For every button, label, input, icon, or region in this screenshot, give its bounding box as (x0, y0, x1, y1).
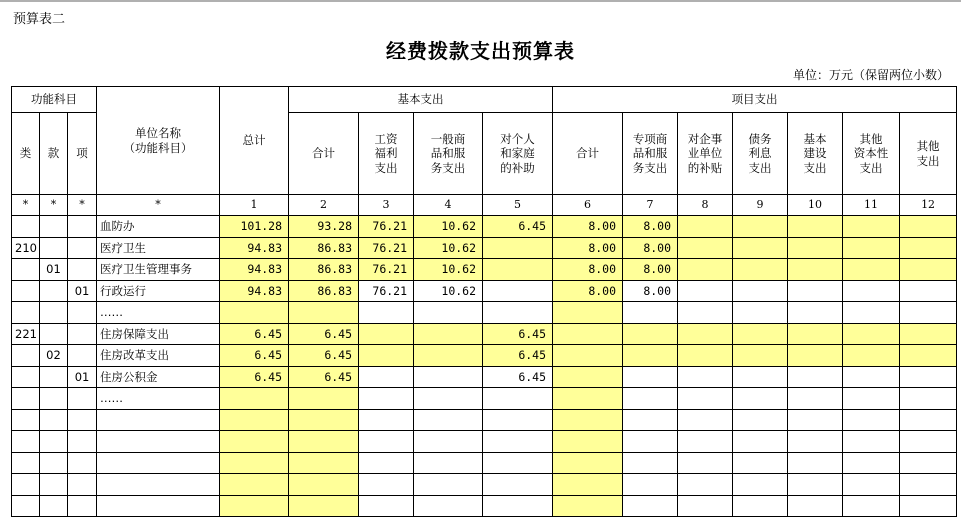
cell-salary (359, 302, 414, 324)
header-project-total: 合计 (553, 113, 623, 195)
cell-lei: 221 (12, 323, 40, 345)
cell-unit-name (97, 409, 220, 431)
cell-basic-total: 93.28 (289, 216, 359, 238)
table-row (12, 474, 957, 496)
cell-xiang (68, 452, 97, 474)
cell-debt (733, 216, 788, 238)
cell-salary (359, 409, 414, 431)
cell-other (900, 474, 957, 496)
cell-special-goods: 8.00 (623, 216, 678, 238)
cell-basic-total (289, 302, 359, 324)
cell-special-goods (623, 366, 678, 388)
cell-other-capital (843, 495, 900, 517)
cell-enterprise (678, 216, 733, 238)
cell-salary: 76.21 (359, 237, 414, 259)
cell-unit-name: 住房保障支出 (97, 323, 220, 345)
cell-construction (788, 474, 843, 496)
index-cell-kuan: * (40, 195, 68, 216)
cell-debt (733, 495, 788, 517)
cell-construction (788, 388, 843, 410)
cell-total: 94.83 (220, 237, 289, 259)
cell-lei (12, 474, 40, 496)
cell-other-capital (843, 345, 900, 367)
header-personal: 对个人 和家庭 的补助 (483, 113, 553, 195)
cell-project-total (553, 495, 623, 517)
cell-other (900, 495, 957, 517)
index-cell-personal: 5 (483, 195, 553, 216)
index-cell-construction: 10 (788, 195, 843, 216)
cell-special-goods: 8.00 (623, 259, 678, 281)
index-cell-special-goods: 7 (623, 195, 678, 216)
unit-note: 单位：万元（保留两位小数） (792, 68, 949, 82)
cell-other (900, 388, 957, 410)
cell-other (900, 409, 957, 431)
cell-basic-total: 86.83 (289, 259, 359, 281)
cell-debt (733, 323, 788, 345)
cell-xiang (68, 259, 97, 281)
table-row (12, 216, 957, 238)
cell-special-goods (623, 452, 678, 474)
index-cell-basic-total: 2 (289, 195, 359, 216)
cell-kuan (40, 474, 68, 496)
cell-xiang: 01 (68, 366, 97, 388)
cell-other-capital (843, 280, 900, 302)
header-other: 其他 支出 (900, 113, 957, 195)
cell-kuan (40, 237, 68, 259)
cell-special-goods: 8.00 (623, 237, 678, 259)
header-other-capital: 其他 资本性 支出 (843, 113, 900, 195)
cell-other-capital (843, 409, 900, 431)
cell-xiang: 01 (68, 280, 97, 302)
cell-basic-total (289, 409, 359, 431)
cell-total: 94.83 (220, 280, 289, 302)
table-row (12, 345, 957, 367)
header-xiang: 项 (68, 113, 97, 195)
cell-kuan (40, 452, 68, 474)
cell-special-goods: 8.00 (623, 280, 678, 302)
cell-total: 94.83 (220, 259, 289, 281)
cell-kuan (40, 280, 68, 302)
table-row (12, 259, 957, 281)
cell-basic-total: 86.83 (289, 280, 359, 302)
cell-goods (414, 345, 483, 367)
cell-construction (788, 366, 843, 388)
cell-personal (483, 409, 553, 431)
cell-debt (733, 431, 788, 453)
cell-kuan (40, 323, 68, 345)
cell-unit-name: 住房公积金 (97, 366, 220, 388)
cell-unit-name: 医疗卫生管理事务 (97, 259, 220, 281)
cell-unit-name (97, 474, 220, 496)
cell-total (220, 409, 289, 431)
cell-basic-total (289, 388, 359, 410)
cell-other (900, 452, 957, 474)
cell-goods: 10.62 (414, 237, 483, 259)
column-index-row (12, 195, 957, 216)
cell-basic-total: 6.45 (289, 323, 359, 345)
cell-personal (483, 302, 553, 324)
cell-unit-name: 医疗卫生 (97, 237, 220, 259)
cell-total: 6.45 (220, 366, 289, 388)
cell-enterprise (678, 280, 733, 302)
cell-special-goods (623, 302, 678, 324)
cell-lei (12, 366, 40, 388)
cell-other-capital (843, 259, 900, 281)
index-cell-enterprise: 8 (678, 195, 733, 216)
cell-personal (483, 474, 553, 496)
cell-enterprise (678, 431, 733, 453)
header-row-1 (12, 87, 957, 113)
cell-personal: 6.45 (483, 216, 553, 238)
cell-unit-name (97, 495, 220, 517)
cell-other (900, 345, 957, 367)
cell-other-capital (843, 302, 900, 324)
cell-enterprise (678, 388, 733, 410)
cell-unit-name: 血防办 (97, 216, 220, 238)
cell-xiang (68, 495, 97, 517)
cell-salary: 76.21 (359, 259, 414, 281)
cell-salary (359, 431, 414, 453)
cell-goods: 10.62 (414, 216, 483, 238)
cell-other (900, 237, 957, 259)
cell-other (900, 259, 957, 281)
cell-other-capital (843, 431, 900, 453)
cell-kuan: 02 (40, 345, 68, 367)
cell-enterprise (678, 323, 733, 345)
index-cell-debt: 9 (733, 195, 788, 216)
index-cell-lei: * (12, 195, 40, 216)
cell-project-total (553, 302, 623, 324)
cell-kuan: 01 (40, 259, 68, 281)
cell-project-total (553, 474, 623, 496)
cell-debt (733, 302, 788, 324)
index-cell-salary: 3 (359, 195, 414, 216)
cell-debt (733, 237, 788, 259)
cell-construction (788, 302, 843, 324)
cell-construction (788, 216, 843, 238)
cell-project-total (553, 323, 623, 345)
cell-goods (414, 366, 483, 388)
cell-salary (359, 366, 414, 388)
cell-goods (414, 388, 483, 410)
cell-other (900, 280, 957, 302)
cell-other-capital (843, 388, 900, 410)
cell-kuan (40, 388, 68, 410)
cell-xiang (68, 237, 97, 259)
cell-personal: 6.45 (483, 345, 553, 367)
cell-personal (483, 259, 553, 281)
table-row (12, 323, 957, 345)
cell-special-goods (623, 345, 678, 367)
table-row (12, 237, 957, 259)
cell-basic-total (289, 474, 359, 496)
cell-goods (414, 474, 483, 496)
top-rule (0, 0, 961, 2)
cell-other (900, 366, 957, 388)
header-enterprise: 对企事 业单位 的补贴 (678, 113, 733, 195)
cell-other (900, 323, 957, 345)
cell-personal: 6.45 (483, 366, 553, 388)
header-unit-name: 单位名称 （功能科目） (97, 87, 220, 195)
cell-goods (414, 323, 483, 345)
cell-project-total: 8.00 (553, 237, 623, 259)
index-cell-total: 1 (220, 195, 289, 216)
header-goods: 一般商 品和服 务支出 (414, 113, 483, 195)
table-row (12, 452, 957, 474)
cell-debt (733, 259, 788, 281)
page-title: 经费拨款支出预算表 (386, 39, 575, 63)
cell-enterprise (678, 452, 733, 474)
cell-personal (483, 237, 553, 259)
cell-xiang (68, 474, 97, 496)
cell-other-capital (843, 474, 900, 496)
cell-unit-name (97, 431, 220, 453)
cell-total: 101.28 (220, 216, 289, 238)
cell-total (220, 302, 289, 324)
cell-construction (788, 280, 843, 302)
cell-unit-name: …… (97, 302, 220, 324)
cell-enterprise (678, 495, 733, 517)
cell-basic-total: 6.45 (289, 366, 359, 388)
index-cell-xiang: * (68, 195, 97, 216)
table-row (12, 280, 957, 302)
header-debt: 债务 利息 支出 (733, 113, 788, 195)
cell-kuan (40, 366, 68, 388)
cell-project-total (553, 366, 623, 388)
cell-project-total: 8.00 (553, 259, 623, 281)
cell-construction (788, 259, 843, 281)
cell-personal (483, 388, 553, 410)
cell-xiang (68, 323, 97, 345)
index-cell-project-total: 6 (553, 195, 623, 216)
cell-lei (12, 452, 40, 474)
cell-other-capital (843, 323, 900, 345)
cell-goods (414, 452, 483, 474)
cell-enterprise (678, 237, 733, 259)
cell-other-capital (843, 452, 900, 474)
table-row (12, 388, 957, 410)
cell-construction (788, 409, 843, 431)
cell-personal (483, 452, 553, 474)
cell-salary: 76.21 (359, 216, 414, 238)
cell-total (220, 495, 289, 517)
cell-project-total (553, 345, 623, 367)
cell-lei (12, 280, 40, 302)
table-row (12, 431, 957, 453)
cell-other (900, 216, 957, 238)
cell-unit-name: …… (97, 388, 220, 410)
cell-goods (414, 302, 483, 324)
cell-special-goods (623, 474, 678, 496)
index-cell-other: 12 (900, 195, 957, 216)
cell-salary (359, 388, 414, 410)
cell-lei (12, 345, 40, 367)
cell-basic-total (289, 452, 359, 474)
cell-xiang (68, 345, 97, 367)
cell-total (220, 431, 289, 453)
cell-construction (788, 495, 843, 517)
cell-enterprise (678, 474, 733, 496)
header-kuan: 款 (40, 113, 68, 195)
cell-project-total (553, 452, 623, 474)
cell-basic-total: 86.83 (289, 237, 359, 259)
index-cell-other-capital: 11 (843, 195, 900, 216)
cell-xiang (68, 388, 97, 410)
cell-basic-total: 6.45 (289, 345, 359, 367)
cell-project-total (553, 431, 623, 453)
cell-debt (733, 345, 788, 367)
cell-special-goods (623, 495, 678, 517)
cell-other-capital (843, 366, 900, 388)
cell-enterprise (678, 259, 733, 281)
cell-kuan (40, 409, 68, 431)
cell-kuan (40, 431, 68, 453)
cell-salary (359, 495, 414, 517)
cell-project-total (553, 409, 623, 431)
cell-goods: 10.62 (414, 280, 483, 302)
cell-goods: 10.62 (414, 259, 483, 281)
cell-salary (359, 452, 414, 474)
cell-debt (733, 452, 788, 474)
table-row (12, 302, 957, 324)
cell-construction (788, 237, 843, 259)
cell-personal (483, 431, 553, 453)
cell-construction (788, 452, 843, 474)
cell-personal (483, 495, 553, 517)
cell-unit-name: 行政运行 (97, 280, 220, 302)
cell-other-capital (843, 237, 900, 259)
cell-construction (788, 431, 843, 453)
header-lei: 类 (12, 113, 40, 195)
cell-lei: 210 (12, 237, 40, 259)
index-cell-goods: 4 (414, 195, 483, 216)
cell-unit-name: 住房改革支出 (97, 345, 220, 367)
budget-table (11, 86, 957, 517)
cell-special-goods (623, 388, 678, 410)
cell-kuan (40, 495, 68, 517)
cell-project-total: 8.00 (553, 280, 623, 302)
cell-xiang (68, 216, 97, 238)
cell-debt (733, 409, 788, 431)
cell-enterprise (678, 302, 733, 324)
cell-personal (483, 280, 553, 302)
header-special-goods: 专项商 品和服 务支出 (623, 113, 678, 195)
cell-lei (12, 431, 40, 453)
header-functional-group: 功能科目 (12, 87, 97, 113)
header-total: 总计 (220, 87, 289, 195)
cell-salary (359, 345, 414, 367)
cell-basic-total (289, 495, 359, 517)
cell-kuan (40, 216, 68, 238)
cell-enterprise (678, 345, 733, 367)
cell-construction (788, 345, 843, 367)
cell-debt (733, 474, 788, 496)
cell-enterprise (678, 409, 733, 431)
cell-special-goods (623, 409, 678, 431)
cell-special-goods (623, 323, 678, 345)
table-number-label: 预算表二 (13, 12, 66, 27)
cell-project-total: 8.00 (553, 216, 623, 238)
header-construction: 基本 建设 支出 (788, 113, 843, 195)
cell-total: 6.45 (220, 345, 289, 367)
cell-kuan (40, 302, 68, 324)
header-basic-total: 合计 (289, 113, 359, 195)
cell-total (220, 452, 289, 474)
cell-unit-name (97, 452, 220, 474)
cell-enterprise (678, 366, 733, 388)
cell-special-goods (623, 431, 678, 453)
table-row (12, 366, 957, 388)
header-basic-group: 基本支出 (289, 87, 553, 113)
table-row (12, 409, 957, 431)
cell-goods (414, 495, 483, 517)
cell-lei (12, 259, 40, 281)
cell-debt (733, 366, 788, 388)
cell-total: 6.45 (220, 323, 289, 345)
cell-construction (788, 323, 843, 345)
header-salary: 工资 福利 支出 (359, 113, 414, 195)
cell-total (220, 474, 289, 496)
cell-salary (359, 323, 414, 345)
index-cell-unit-name: * (97, 195, 220, 216)
cell-lei (12, 216, 40, 238)
cell-goods (414, 431, 483, 453)
cell-goods (414, 409, 483, 431)
header-project-group: 项目支出 (553, 87, 957, 113)
cell-personal: 6.45 (483, 323, 553, 345)
cell-debt (733, 280, 788, 302)
cell-project-total (553, 388, 623, 410)
cell-other-capital (843, 216, 900, 238)
cell-debt (733, 388, 788, 410)
table-row (12, 495, 957, 517)
cell-xiang (68, 409, 97, 431)
cell-lei (12, 495, 40, 517)
cell-total (220, 388, 289, 410)
cell-xiang (68, 431, 97, 453)
cell-basic-total (289, 431, 359, 453)
cell-lei (12, 409, 40, 431)
cell-salary: 76.21 (359, 280, 414, 302)
cell-other (900, 431, 957, 453)
cell-lei (12, 388, 40, 410)
cell-xiang (68, 302, 97, 324)
cell-lei (12, 302, 40, 324)
cell-other (900, 302, 957, 324)
cell-salary (359, 474, 414, 496)
